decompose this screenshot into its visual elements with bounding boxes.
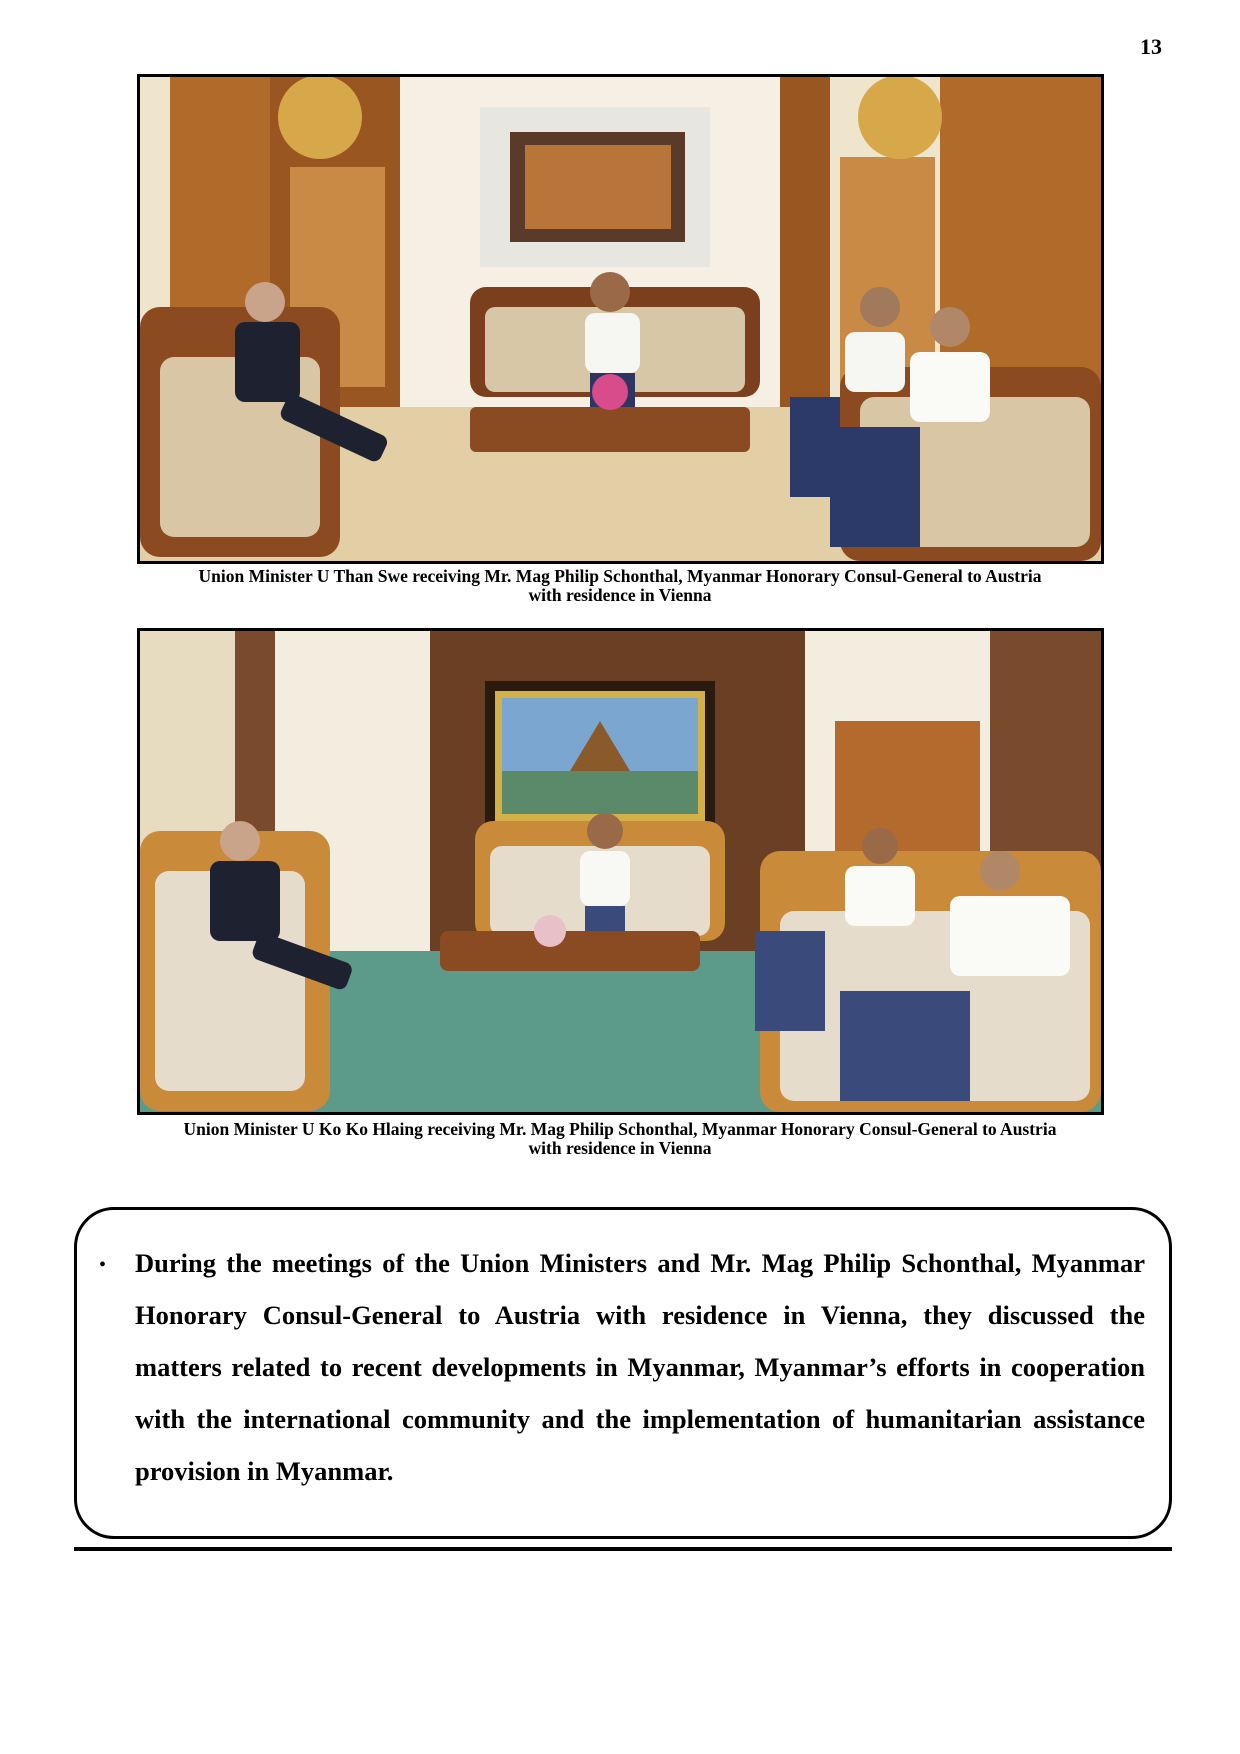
summary-box: [74, 1207, 1172, 1539]
photo-1-caption-line-1: Union Minister U Than Swe receiving Mr. Mag Philip Schonthal, Myanmar Honorary Consul-General to Austria: [198, 566, 1042, 586]
photo-2-caption-line-2: with residence in Vienna: [528, 1138, 712, 1158]
photo-2-caption: [80, 1120, 1160, 1158]
bullet-marker: •: [99, 1254, 107, 1276]
meeting-photo-2: [137, 628, 1104, 1115]
photo-1-caption-line-2: with residence in Vienna: [528, 585, 712, 605]
summary-text: During the meetings of the Union Ministers and Mr. Mag Philip Schonthal, Myanmar Honorary Consul-General to Austria with residence in Vienna, they discussed the matters related to recent developments in Myanmar, Myanmar’s efforts in cooperation with the international community and the implementation of humanitarian assistance provision in Myanmar.: [135, 1248, 1145, 1486]
meeting-photo-1: [137, 74, 1104, 564]
photo-1-caption: [80, 567, 1160, 605]
photo-2-caption-line-1: Union Minister U Ko Ko Hlaing receiving Mr. Mag Philip Schonthal, Myanmar Honorary Consul-General to Austria: [183, 1119, 1057, 1139]
divider-rule: [74, 1547, 1172, 1551]
page-number: 13: [1140, 34, 1162, 59]
